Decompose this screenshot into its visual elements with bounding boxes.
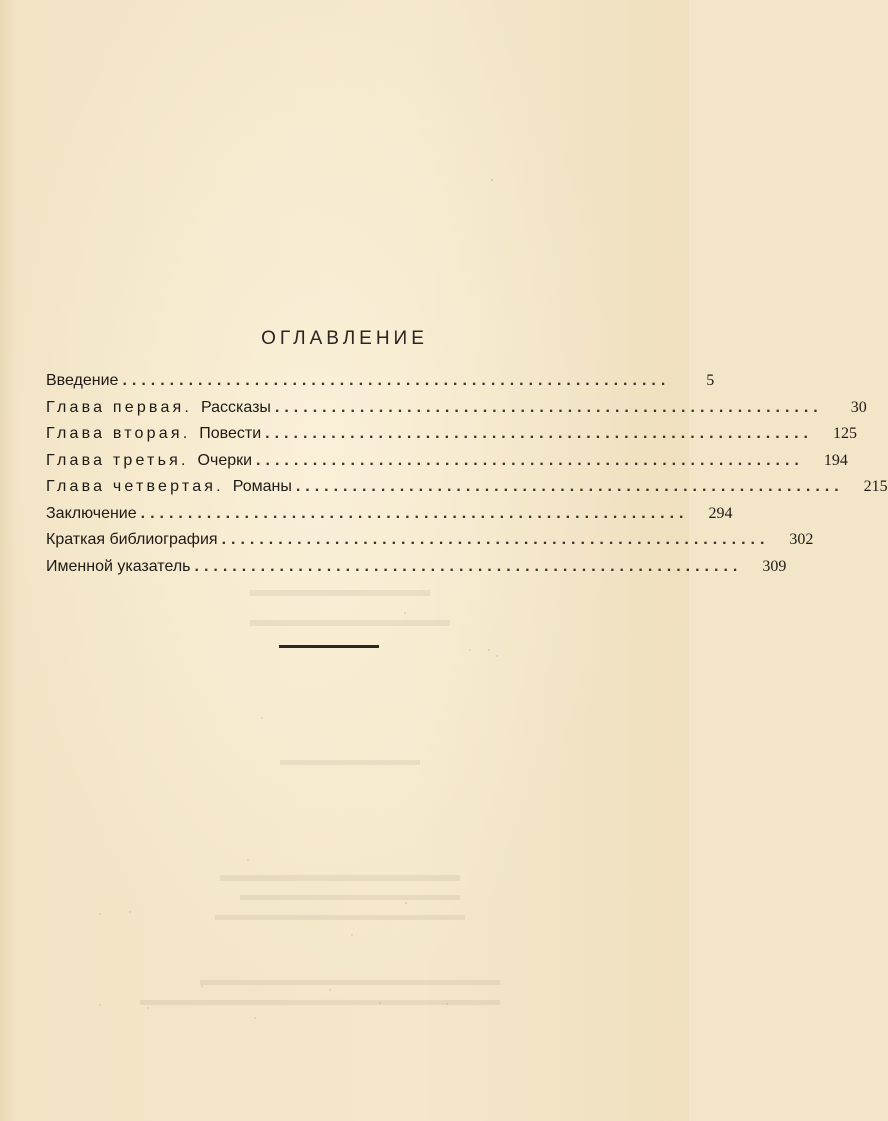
dot-leader: .......................................................... <box>122 372 671 389</box>
toc-entry-label <box>46 421 261 448</box>
toc-chapter-name: Именной указатель <box>46 557 191 575</box>
toc-page-number: 309 <box>762 557 787 575</box>
toc-chapter-name: Введение <box>46 372 119 389</box>
toc-entry-chapter-3 <box>46 448 848 475</box>
toc-chapter-number: Глава третья. <box>46 451 189 469</box>
toc-entry-label <box>46 448 252 475</box>
toc-chapter-number: Глава первая. <box>46 398 193 416</box>
toc-chapter-number: Глава вторая. <box>46 425 191 442</box>
toc-entry-chapter-4 <box>46 474 888 501</box>
toc-page-number: 125 <box>832 425 857 442</box>
toc-page-number: 5 <box>706 372 715 389</box>
toc-entry-label <box>46 368 118 395</box>
toc-entry-label <box>46 527 218 554</box>
toc-chapter-name: Повести <box>199 425 262 442</box>
toc-chapter-name: Рассказы <box>200 398 271 416</box>
dot-leader: .......................................................... <box>140 504 689 522</box>
dot-leader: .......................................................... <box>194 557 743 575</box>
toc-page-number: 194 <box>823 451 848 469</box>
toc-entry-chapter-2 <box>46 421 857 448</box>
dot-leader: .......................................................... <box>256 451 804 469</box>
dot-leader: .......................................................... <box>295 478 844 495</box>
toc-page-number: 30 <box>850 398 867 416</box>
toc-page-number: 302 <box>789 531 814 548</box>
toc-entry-label <box>46 395 271 422</box>
dot-leader: .......................................................... <box>221 531 770 548</box>
toc-chapter-name: Романы <box>232 478 292 495</box>
toc-entry-introduction <box>46 368 715 395</box>
toc-entry-bibliography <box>46 527 814 554</box>
toc-page-number: 294 <box>708 504 733 522</box>
toc-chapter-name: Краткая библиография <box>46 531 218 548</box>
toc-entry-conclusion <box>46 501 733 528</box>
section-divider <box>279 645 379 648</box>
page-title: ОГЛАВЛЕНИЕ <box>261 328 428 349</box>
dot-leader: .......................................................... <box>265 425 813 442</box>
toc-chapter-name: Заключение <box>46 504 137 522</box>
toc-page-number: 215 <box>863 478 888 495</box>
toc-entry-name-index <box>46 554 787 581</box>
dot-leader: .......................................................... <box>274 398 823 416</box>
toc-chapter-number: Глава четвертая. <box>46 478 224 495</box>
toc-entry-chapter-1 <box>46 395 867 422</box>
toc-chapter-name: Очерки <box>197 451 253 469</box>
toc-entry-label <box>46 554 191 581</box>
toc-entry-label <box>46 474 292 501</box>
table-of-contents <box>46 368 888 580</box>
toc-entry-label <box>46 501 137 528</box>
